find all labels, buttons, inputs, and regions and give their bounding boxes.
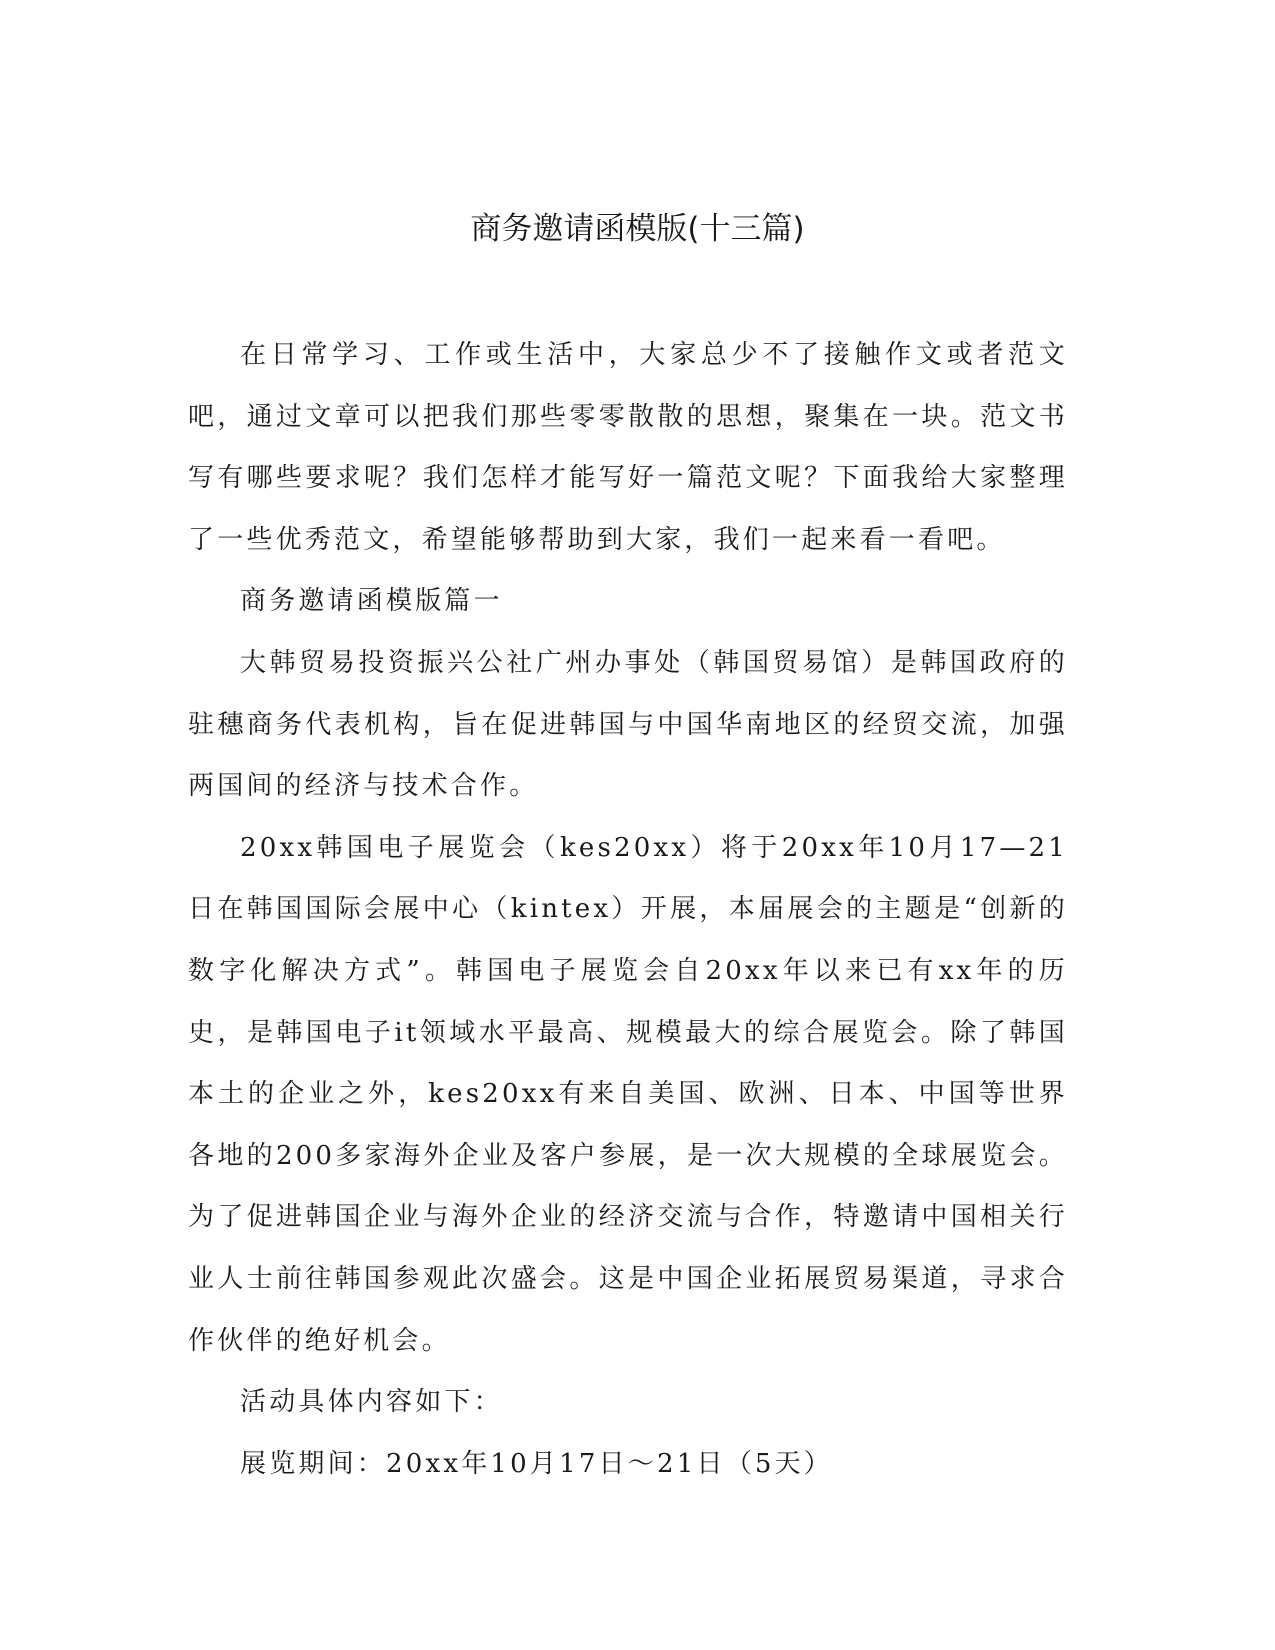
document-title: 商务邀请函模版(十三篇)	[470, 211, 805, 247]
body-paragraph: 20xx韩国电子展览会（kes20xx）将于20xx年10月17—21日在韩国国际会展中心（kintex）开展，本届展会的主题是“创新的数字化解决方式”。韩国电子展览会自20xx年以来已有xx年的历史，是韩国电子it领域水平最高、规模最大的综合展览会。除了韩国本土的企业之外，kes20xx有来自美国、欧洲、日本、中国等世界各地的200多家海外企业及客户参展，是一次大规模的全球展览会。为了促进韩国企业与海外企业的经济交流与合作，特邀请中国相关行业人士前往韩国参观此次盛会。这是中国企业拓展贸易渠道，寻求合作伙伴的绝好机会。	[188, 832, 1068, 1356]
document-body	[188, 325, 1068, 1495]
intro-paragraph: 在日常学习、工作或生活中，大家总少不了接触作文或者范文吧，通过文章可以把我们那些零零散散的思想，聚集在一块。范文书写有哪些要求呢？我们怎样才能写好一篇范文呢？下面我给大家整理了一些优秀范文，希望能够帮助到大家，我们一起来看一看吧。	[188, 340, 1068, 555]
section-heading: 商务邀请函模版篇一	[240, 586, 503, 617]
body-paragraph: 大韩贸易投资振兴公社广州办事处（韩国贸易馆）是韩国政府的驻穗商务代表机构，旨在促进韩国与中国华南地区的经贸交流，加强两国间的经济与技术合作。	[188, 647, 1068, 802]
body-paragraph: 展览期间：20xx年10月17日～21日（5天）	[240, 1448, 834, 1479]
body-paragraph: 活动具体内容如下：	[240, 1387, 503, 1418]
